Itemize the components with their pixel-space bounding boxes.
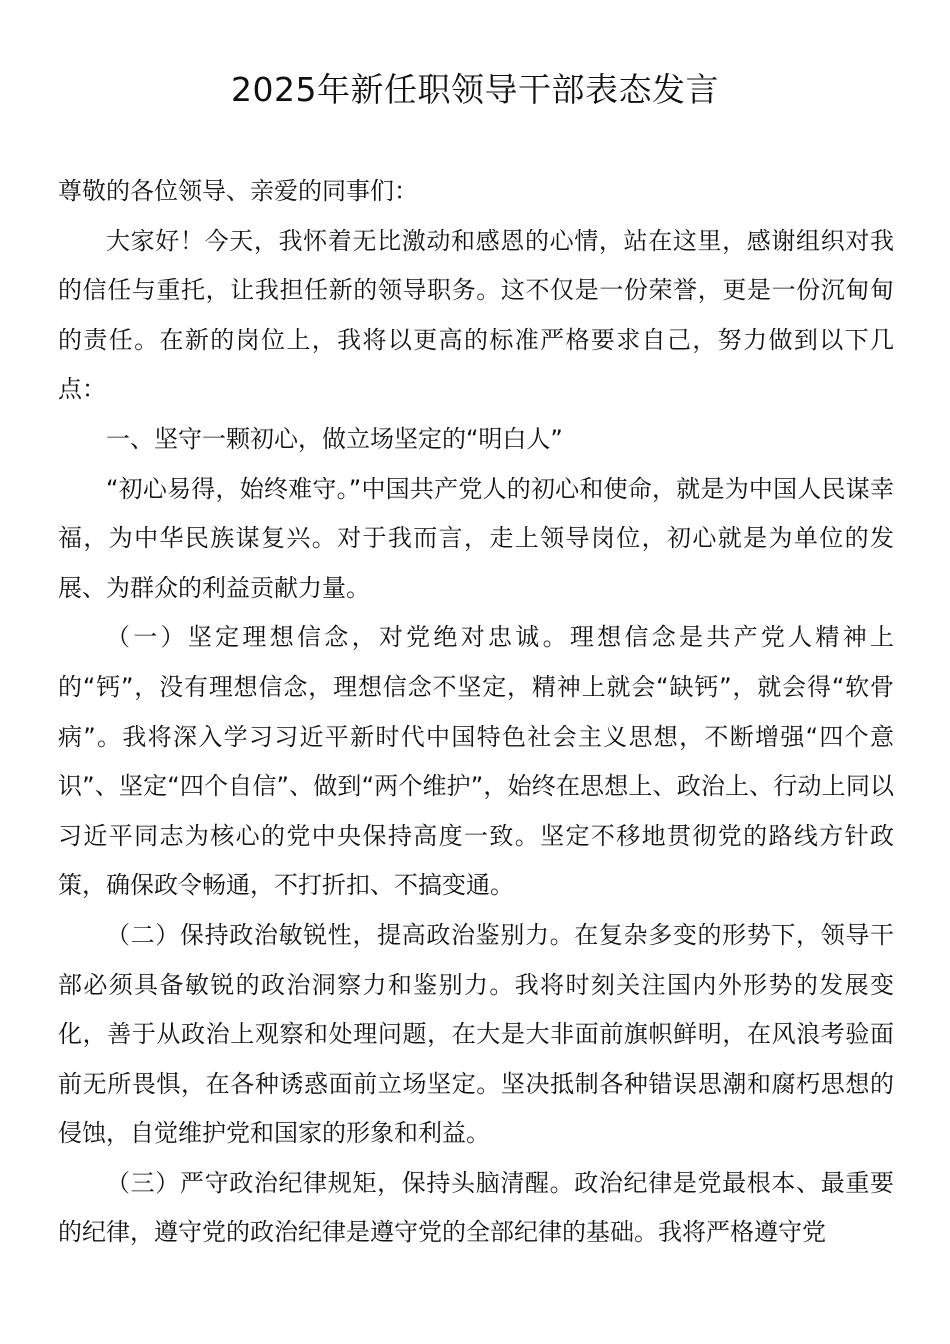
salutation: 尊敬的各位领导、亲爱的同事们： [58, 177, 418, 205]
paragraph-subsection-2: （二）保持政治敏锐性，提高政治鉴别力。在复杂多变的形势下，领导干部必须具备敏锐的政治洞察力和鉴别力。我将时刻关注国内外形势的发展变化，善于从政治上观察和处理问题，在大是大非面前旗帜鲜明，在风浪考验面前无所畏惧，在各种诱惑面前立场坚定。坚决抵制各种错误思潮和腐朽思想的侵蚀，自觉维护党和国家的形象和利益。 [58, 920, 894, 1148]
paragraph-section-1-intro: “初心易得，始终难守。”中国共产党人的初心和使命，就是为中国人民谋幸福，为中华民族谋复兴。对于我而言，走上领导岗位，初心就是为单位的发展、为群众的利益贡献力量。 [58, 474, 894, 602]
document-body [58, 167, 894, 1258]
document-title: 2025年新任职领导干部表态发言 [231, 70, 719, 109]
paragraph-subsection-3: （三）严守政治纪律规矩，保持头脑清醒。政治纪律是党最根本、最重要的纪律，遵守党的政治纪律是遵守党的全部纪律的基础。我将严格遵守党 [58, 1168, 894, 1247]
paragraph-opening: 大家好！今天，我怀着无比激动和感恩的心情，站在这里，感谢组织对我的信任与重托，让我担任新的领导职务。这不仅是一份荣誉，更是一份沉甸甸的责任。在新的岗位上，我将以更高的标准严格要求自己，努力做到以下几点： [58, 226, 894, 404]
section-heading-1: 一、坚守一颗初心，做立场坚定的“明白人” [106, 424, 563, 453]
paragraph-subsection-1: （一）坚定理想信念，对党绝对忠诚。理想信念是共产党人精神上的“钙”，没有理想信念，理想信念不坚定，精神上就会“缺钙”，就会得“软骨病”。我将深入学习习近平新时代中国特色社会主义思想，不断增强“四个意识”、坚定“四个自信”、做到“两个维护”，始终在思想上、政治上、行动上同以习近平同志为核心的党中央保持高度一致。坚定不移地贯彻党的路线方针政策，确保政令畅通，不打折扣、不搞变通。 [58, 623, 894, 900]
